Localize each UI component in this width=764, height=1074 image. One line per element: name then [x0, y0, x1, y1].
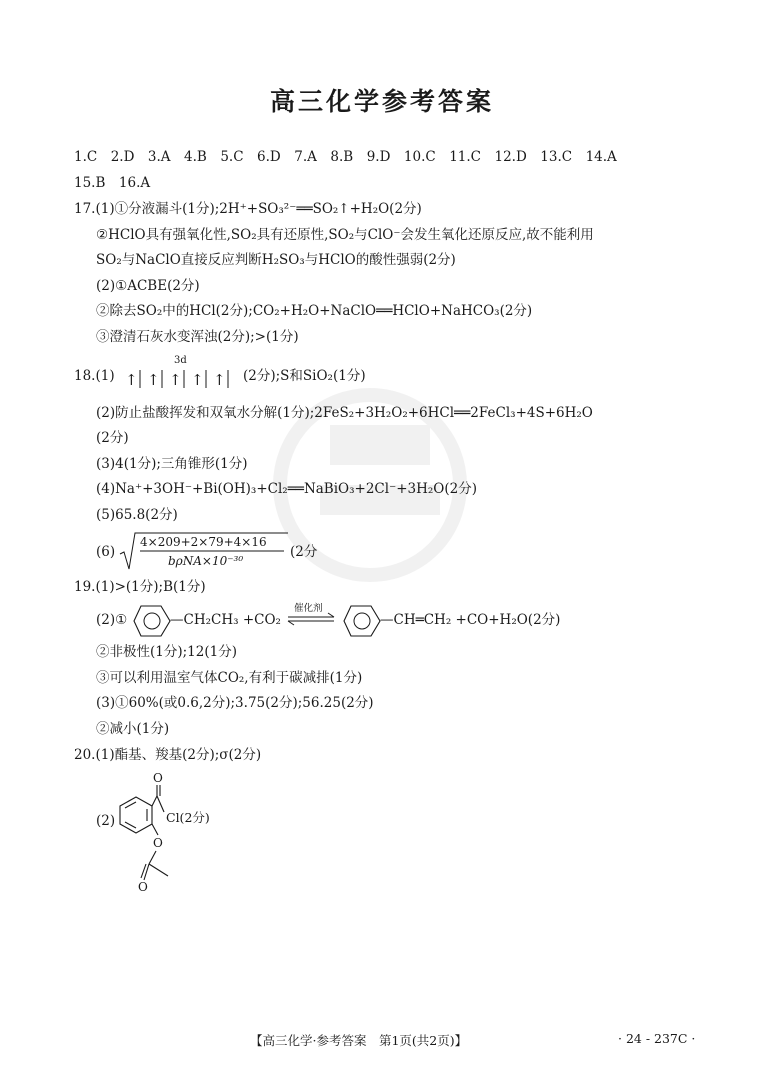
q17-line-5: ②除去SO₂中的HCl(2分);CO₂+H₂O+NaClO══HClO+NaHCO₃(2分)	[96, 303, 533, 319]
q17-line-6: ③澄清石灰水变浑浊(2分);>(1分)	[96, 329, 299, 345]
orbital-arrow: ↑	[125, 371, 138, 389]
q20-line-1: 20.(1)酯基、羧基(2分);σ(2分)	[74, 747, 262, 763]
q18-line-2: (2)防止盐酸挥发和双氧水分解(1分);2FeS₂+3H₂O₂+6HCl══2FeCl₃+4S+6H₂O	[96, 405, 593, 421]
orbital-arrow: ↑	[169, 371, 182, 389]
orbital-arrow: ↑	[147, 371, 160, 389]
mc-answers-line-2: 15.B 16.A	[74, 175, 151, 191]
q18-line-6: (5)65.8(2分)	[96, 507, 178, 523]
doc-code: · 24 - 237C ·	[618, 1031, 696, 1046]
q18-line-3: (2分)	[96, 430, 129, 446]
q18-line-1-tail: (2分);S和SiO₂(1分)	[243, 368, 366, 384]
catalyst-label: 催化剂	[294, 603, 323, 614]
mc-answers-line-1: 1.C 2.D 3.A 4.B 5.C 6.D 7.A 8.B 9.D 10.C 11.C 12.D 13.C 14.A	[74, 149, 617, 165]
atom-O-acetyl: O	[138, 880, 148, 894]
atom-O-ester: O	[153, 836, 163, 850]
q18-line-5: (4)Na⁺+3OH⁻+Bi(OH)₃+Cl₂══NaBiO₃+2Cl⁻+3H₂O(2分)	[96, 481, 477, 497]
q19-line-1: 19.(1)>(1分);B(1分)	[74, 579, 206, 595]
benzene-ring-right	[342, 604, 382, 638]
structure-formula	[112, 768, 232, 898]
q19-line-3: ②非极性(1分);12(1分)	[96, 644, 237, 660]
q19-line-5: (3)①60%(或0.6,2分);3.75(2分);56.25(2分)	[96, 695, 374, 711]
q17-line-3: SO₂与NaClO直接反应判断H₂SO₃与HClO的酸性强弱(2分)	[96, 252, 456, 268]
q20-2-label: (2)	[96, 813, 116, 829]
radical-formula	[118, 530, 290, 572]
atom-O-carbonyl: O	[153, 771, 163, 785]
q18-6-label: (6)	[96, 544, 116, 560]
page-title: 高三化学参考答案	[269, 87, 494, 116]
q19-line-4: ③可以利用温室气体CO₂,有利于碳减排(1分)	[96, 670, 363, 686]
orbital-diagram	[118, 352, 246, 392]
atom-Cl: Cl(2分)	[166, 810, 210, 825]
orbital-arrow: ↑	[213, 371, 226, 389]
benzene-ring-left	[132, 604, 172, 638]
q17-line-1: 17.(1)①分液漏斗(1分);2H⁺+SO₃²⁻══SO₂↑+H₂O(2分)	[74, 201, 422, 217]
q19-2-right: —CH═CH₂ +CO+H₂O(2分)	[380, 612, 561, 628]
q17-line-4: (2)①ACBE(2分)	[96, 278, 200, 294]
q18-line-4: (3)4(1分);三角锥形(1分)	[96, 456, 248, 472]
q19-line-6: ②减小(1分)	[96, 721, 170, 737]
q19-2-left: —CH₂CH₃ +CO₂	[170, 612, 281, 628]
orbital-arrow: ↑	[191, 371, 204, 389]
reaction-arrow	[285, 600, 337, 630]
formula-denominator: bρNA×10⁻³⁰	[168, 554, 244, 568]
orbital-label: 3d	[174, 355, 187, 366]
q17-line-2: ②HClO具有强氧化性,SO₂具有还原性,SO₂与ClO⁻会发生氧化还原反应,故不能利用	[96, 227, 594, 243]
q18-6-tail: (2分	[290, 544, 318, 560]
formula-numerator: 4×209+2×79+4×16	[140, 535, 267, 549]
q18-label: 18.(1)	[74, 368, 115, 384]
q19-2-label: (2)①	[96, 612, 128, 628]
page-footer: 【高三化学·参考答案 第1页(共2页)】	[250, 1033, 468, 1048]
